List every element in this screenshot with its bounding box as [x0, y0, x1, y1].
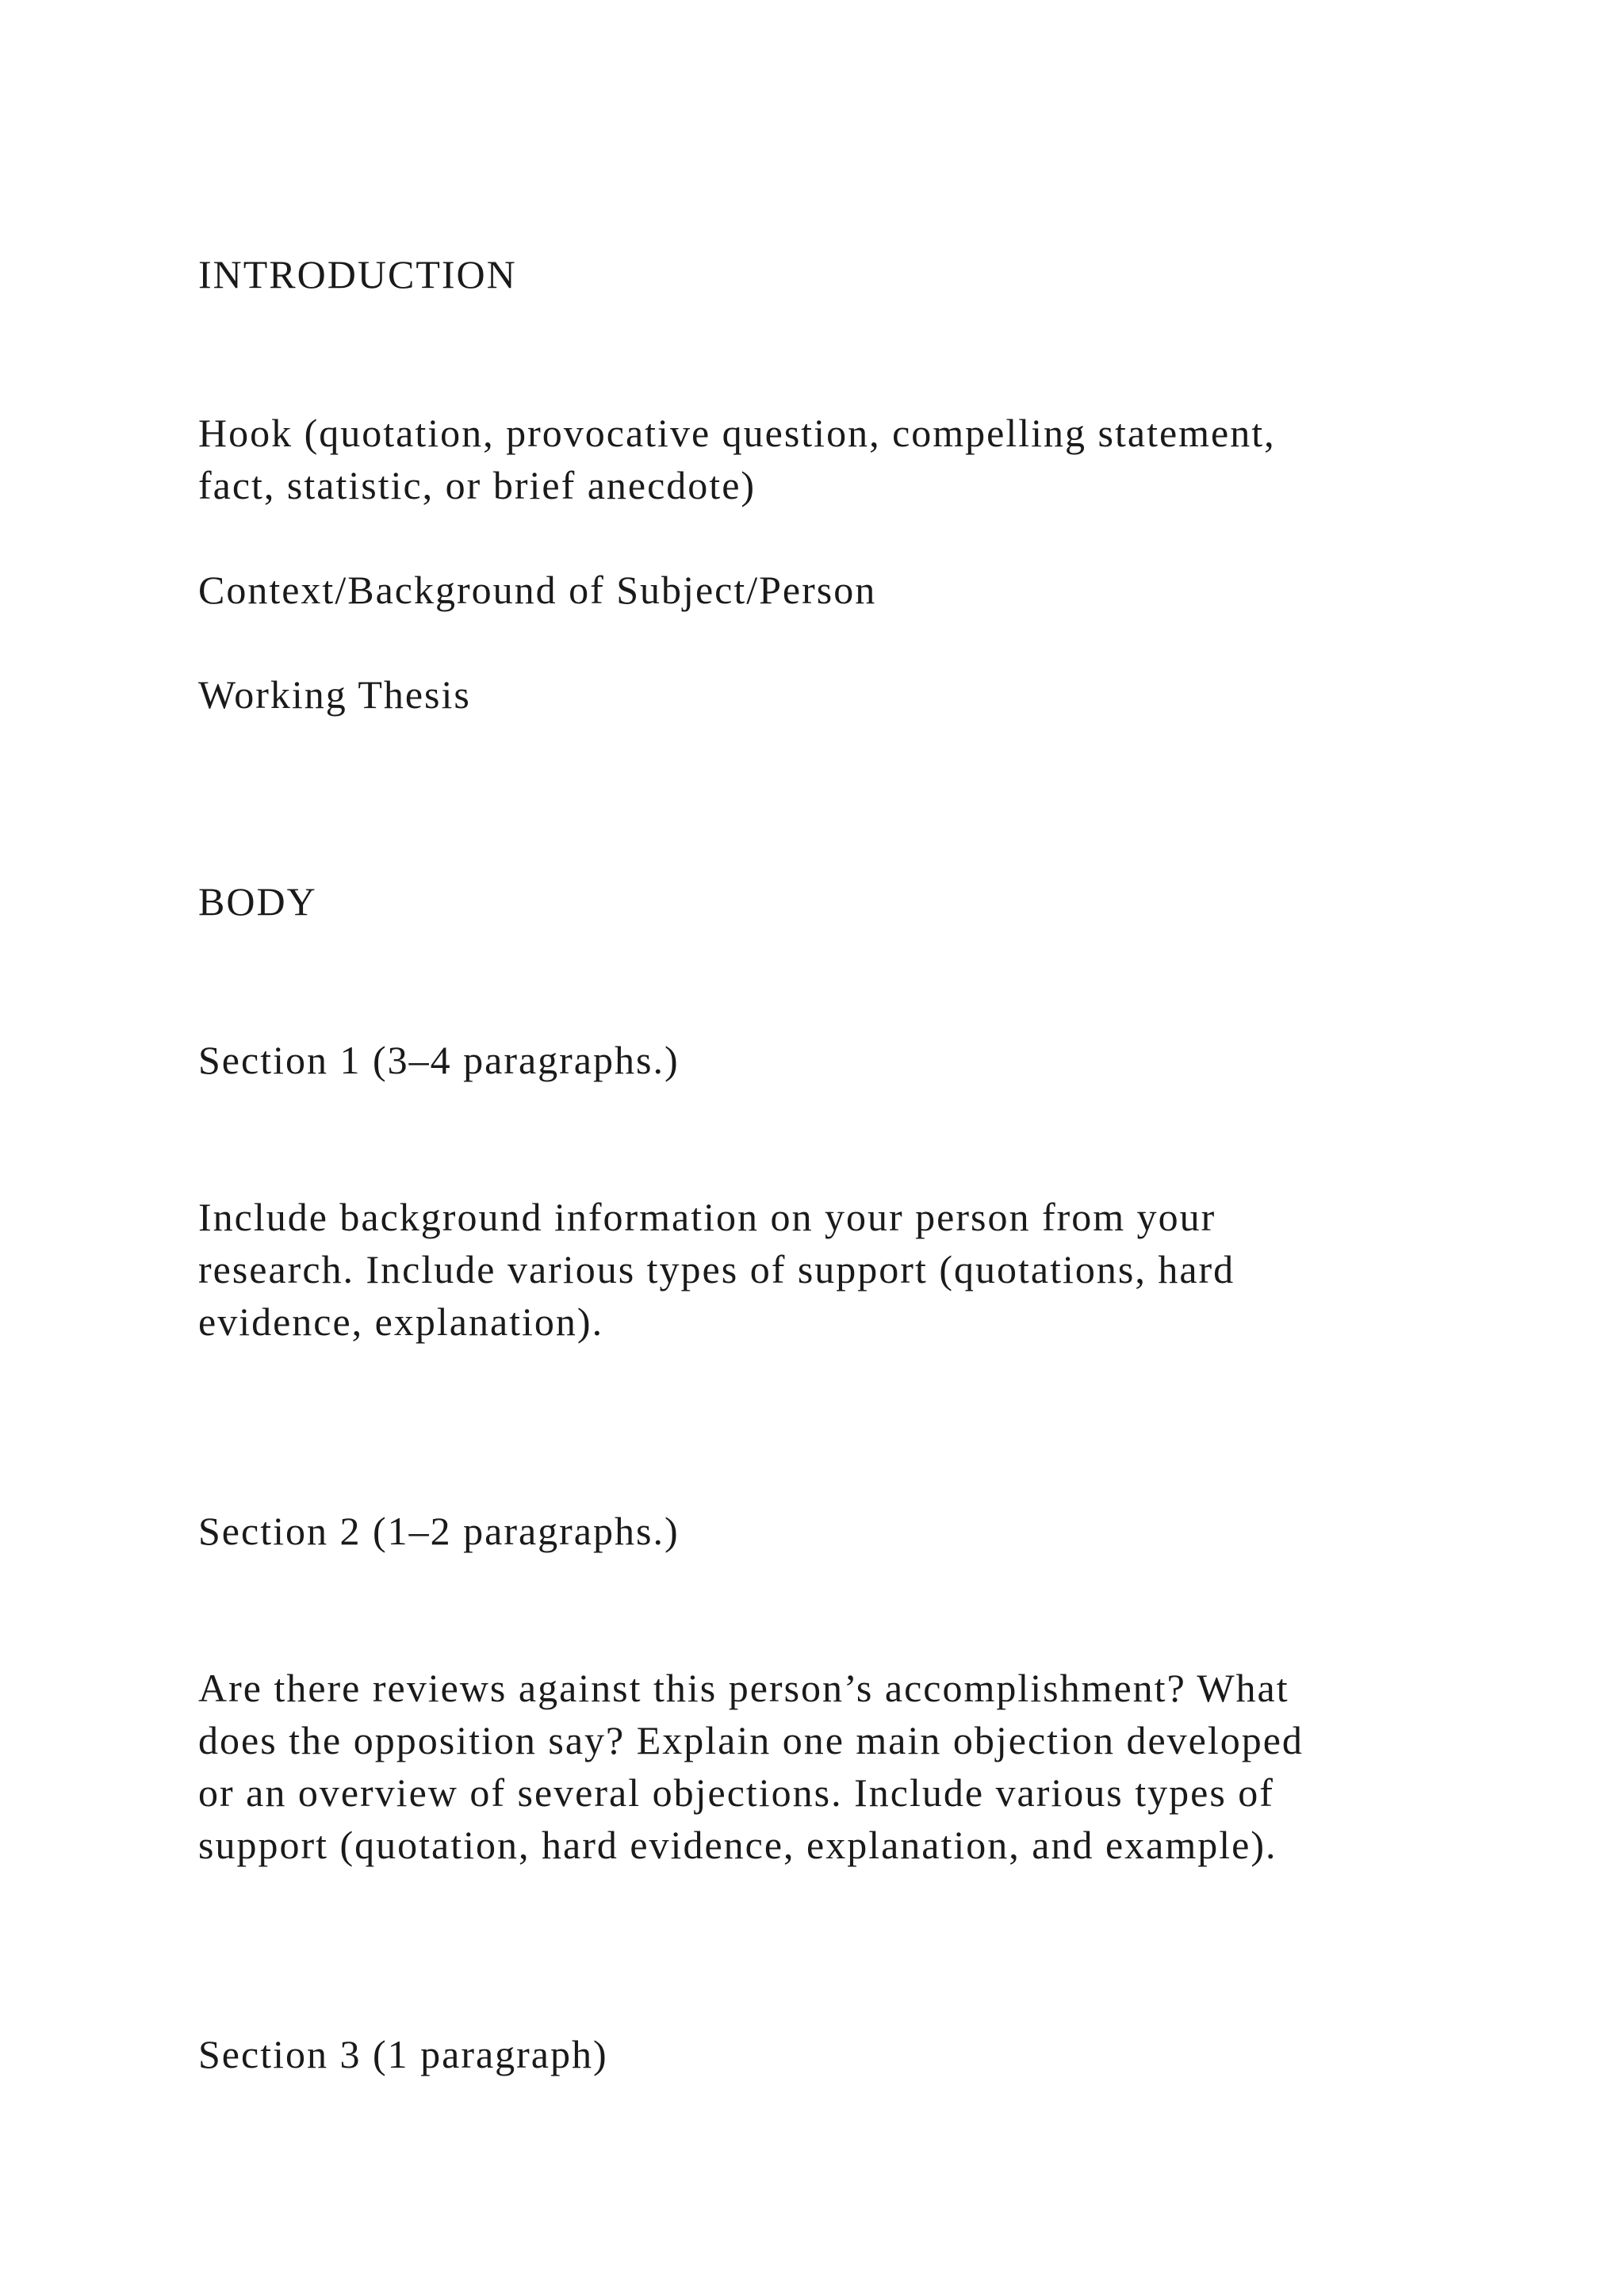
section2-heading: [198, 1505, 1499, 1557]
section2-line: does the opposition say? Explain one main objection developed: [198, 1718, 1304, 1762]
section1-line: Include background information on your person from your: [198, 1195, 1216, 1239]
section2-heading-text: Section 2 (1–2 paragraphs.): [198, 1509, 680, 1553]
section1-paragraph: [198, 1191, 1499, 1348]
working-thesis-paragraph: [198, 668, 1499, 721]
introduction-heading-text: INTRODUCTION: [198, 252, 517, 297]
hook-line: fact, statistic, or brief anecdote): [198, 463, 756, 507]
section1-heading: [198, 1034, 1499, 1086]
context-paragraph: [198, 564, 1499, 616]
section2-line: or an overview of several objections. Include various types of: [198, 1770, 1274, 1815]
section2-paragraph: [198, 1662, 1499, 1871]
body-heading: [198, 875, 1499, 928]
context-text: Context/Background of Subject/Person: [198, 568, 877, 612]
introduction-heading: [198, 248, 1499, 300]
section1-line: research. Include various types of support (quotations, hard: [198, 1247, 1235, 1292]
section2-line: Are there reviews against this person’s accomplishment? What: [198, 1666, 1289, 1710]
hook-paragraph: [198, 407, 1499, 511]
section3-heading-text: Section 3 (1 paragraph): [198, 2032, 608, 2076]
body-heading-text: BODY: [198, 879, 317, 924]
section1-heading-text: Section 1 (3–4 paragraphs.): [198, 1038, 680, 1082]
section3-heading: [198, 2028, 1499, 2080]
working-thesis-text: Working Thesis: [198, 672, 471, 717]
section2-line: support (quotation, hard evidence, explanation, and example).: [198, 1823, 1277, 1867]
hook-line: Hook (quotation, provocative question, compelling statement,: [198, 411, 1276, 455]
section1-line: evidence, explanation).: [198, 1299, 604, 1344]
